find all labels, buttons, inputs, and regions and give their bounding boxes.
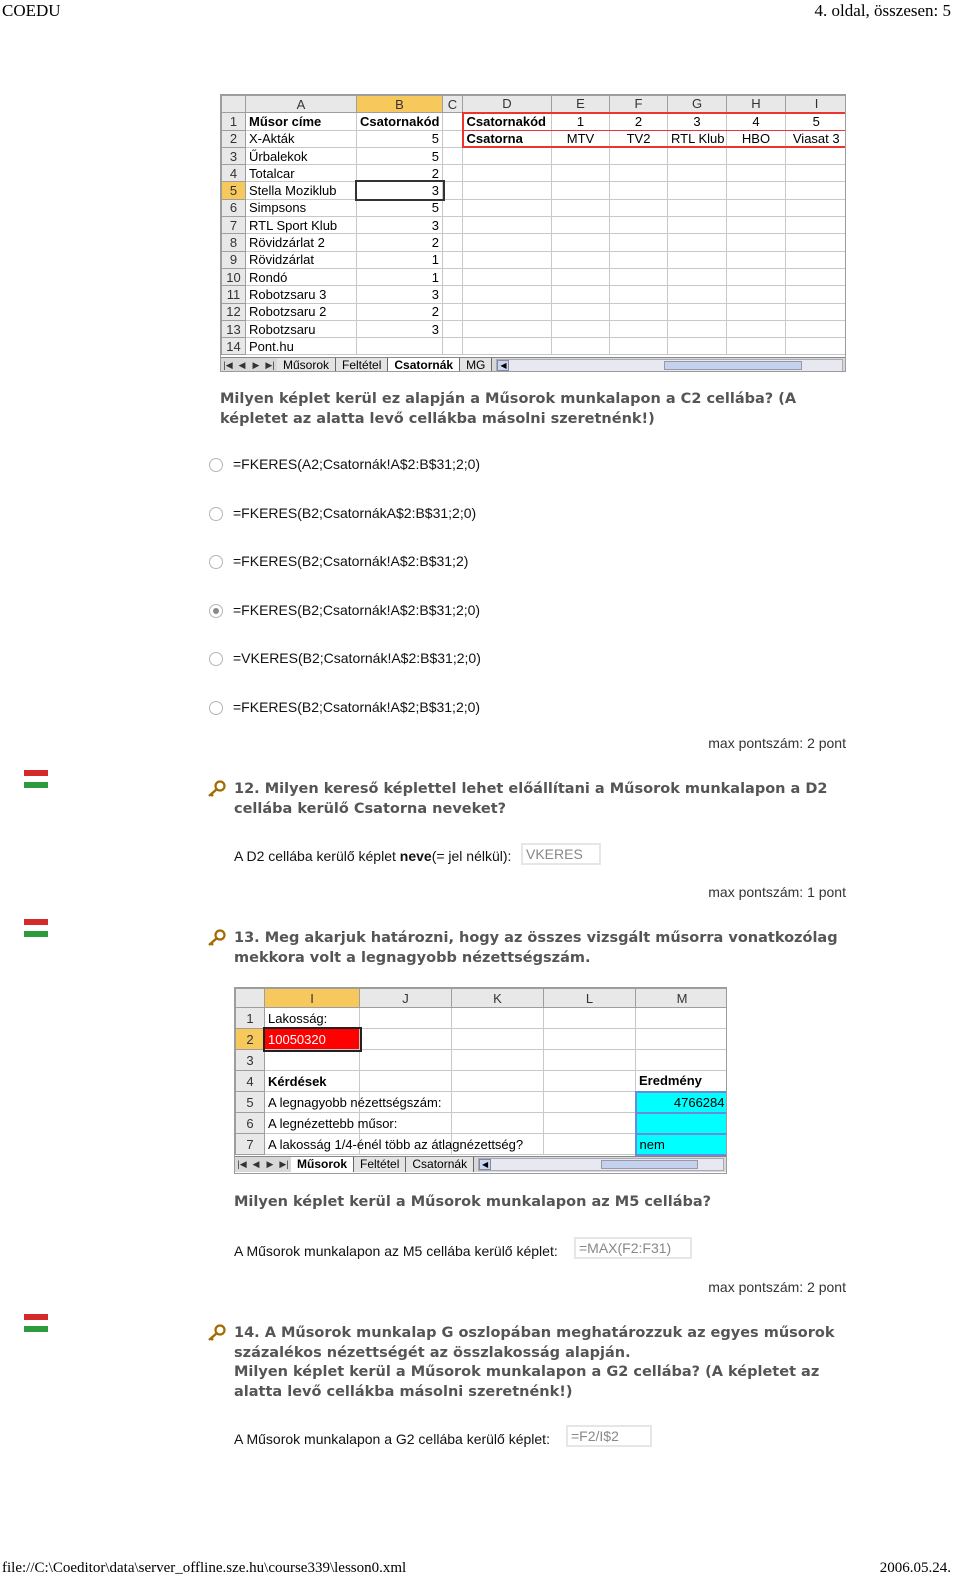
cell-f <box>610 182 668 199</box>
cell-d <box>463 286 552 303</box>
cell-m <box>636 1029 728 1050</box>
cell-g <box>668 165 727 182</box>
first-sheet-icon[interactable]: |◀ <box>237 1159 247 1169</box>
cell-a: Robotzsaru 3 <box>246 286 357 303</box>
cell-f <box>610 320 668 337</box>
option-label: =FKERES(B2;Csatornák!A$2;B$31;2;0) <box>233 698 481 715</box>
cell-d: Csatornakód <box>463 113 552 130</box>
row-header: 13 <box>222 320 246 337</box>
col-header: C <box>443 96 463 113</box>
question-11-text: Milyen képlet kerül ez alapján a Műsorok munkalapon a C2 cellába? (A képletet az alatta levő cellákba másolni szeretnénk!) <box>220 391 797 427</box>
spreadsheet-screenshot-musorok <box>234 987 727 1174</box>
cell-c <box>443 251 463 268</box>
sheet-tab[interactable]: MG <box>460 358 492 372</box>
horizontal-scrollbar[interactable] <box>496 359 843 372</box>
cell-d <box>463 217 552 234</box>
prev-sheet-icon[interactable]: ◀ <box>252 1159 260 1169</box>
cell-j <box>360 1008 452 1029</box>
key-icon <box>206 780 226 803</box>
max-points: max pontszám: 2 pont <box>708 1279 846 1295</box>
prev-sheet-icon[interactable]: ◀ <box>238 360 246 370</box>
col-header: G <box>668 96 727 113</box>
cell-g <box>668 268 727 285</box>
option-label: =FKERES(B2;CsatornákA$2:B$31;2;0) <box>233 504 477 521</box>
row-header: 6 <box>236 1113 265 1134</box>
col-header: F <box>610 96 668 113</box>
sheet-tab-bar <box>221 357 846 372</box>
option-label: =FKERES(B2;Csatornák!A$2:B$31;2) <box>233 553 469 569</box>
cell-i: Lakosság: <box>265 1008 360 1029</box>
cell-i <box>786 234 847 251</box>
row-header: 4 <box>222 165 246 182</box>
first-sheet-icon[interactable]: |◀ <box>223 360 233 370</box>
cell-e <box>552 338 610 355</box>
cell-c <box>443 338 463 355</box>
cell-e <box>552 182 610 199</box>
cell-b: 1 <box>357 268 443 285</box>
cell-b: 3 <box>357 217 443 234</box>
cell-d <box>463 165 552 182</box>
cell-e <box>552 303 610 320</box>
cell-g: RTL Klub <box>668 130 727 147</box>
header-right: 4. oldal, összesen: 5 <box>814 1 951 20</box>
key-icon <box>206 1324 226 1347</box>
horizontal-scrollbar[interactable] <box>478 1158 724 1171</box>
max-points: max pontszám: 2 pont <box>708 735 846 751</box>
cell-g <box>668 147 727 164</box>
spreadsheet-screenshot-csatornak <box>220 94 846 372</box>
row-header: 10 <box>222 268 246 285</box>
col-header: L <box>544 989 636 1008</box>
cell-a: Űrbalekok <box>246 147 357 164</box>
cell-e: MTV <box>552 130 610 147</box>
cell-b: 3 <box>357 182 443 199</box>
cell-d <box>463 303 552 320</box>
col-header: A <box>246 96 357 113</box>
cell-e <box>552 234 610 251</box>
next-sheet-icon[interactable]: ▶ <box>252 360 260 370</box>
cell-k <box>452 1113 544 1134</box>
cell-a: Robotzsaru <box>246 320 357 337</box>
cell-i: A legnézettebb műsor: <box>265 1113 360 1134</box>
answer-label: A Műsorok munkalapon a G2 cellába kerülő képlet: <box>234 1431 550 1447</box>
radio-button[interactable] <box>209 507 223 521</box>
scroll-left-icon[interactable]: ◀ <box>497 360 509 371</box>
cell-b: 3 <box>357 286 443 303</box>
cell-l <box>544 1050 636 1071</box>
cell-b: Csatornakód <box>357 113 443 130</box>
col-header: I <box>265 989 360 1008</box>
cell-c <box>443 165 463 182</box>
cell-b: 5 <box>357 199 443 216</box>
cell-i <box>786 165 847 182</box>
cell-i <box>265 1050 360 1071</box>
row-header: 3 <box>222 147 246 164</box>
cell-i <box>786 303 847 320</box>
cell-h <box>727 199 786 216</box>
cell-b: 2 <box>357 165 443 182</box>
cell-i <box>786 182 847 199</box>
cell-i <box>786 199 847 216</box>
cell-a: Pont.hu <box>246 338 357 355</box>
radio-button[interactable] <box>209 604 223 618</box>
row-header: 7 <box>236 1134 265 1155</box>
max-points: max pontszám: 1 pont <box>708 884 846 900</box>
cell-h <box>727 147 786 164</box>
cell-i <box>786 147 847 164</box>
hungarian-flag-icon <box>24 919 48 937</box>
row-header: 2 <box>236 1029 265 1050</box>
option-label: =FKERES(B2;Csatornák!A$2:B$31;2;0) <box>233 601 481 618</box>
cell-g <box>668 338 727 355</box>
scroll-thumb[interactable] <box>664 361 802 370</box>
cell-h: HBO <box>727 130 786 147</box>
cell-d <box>463 147 552 164</box>
cell-l <box>544 1134 636 1155</box>
cell-i <box>786 217 847 234</box>
col-header: J <box>360 989 452 1008</box>
cell-i <box>786 338 847 355</box>
row-header: 12 <box>222 303 246 320</box>
cell-l <box>544 1092 636 1113</box>
hungarian-flag-icon <box>24 770 48 788</box>
cell-a: Rondó <box>246 268 357 285</box>
cell-i: 5 <box>786 113 847 130</box>
sheet-tab[interactable]: Feltétel <box>354 1157 406 1172</box>
next-sheet-icon[interactable]: ▶ <box>266 1159 274 1169</box>
cell-f <box>610 303 668 320</box>
sheet-tab[interactable]: Műsorok <box>277 358 336 372</box>
cell-d <box>463 320 552 337</box>
cell-f <box>610 147 668 164</box>
cell-i: Kérdések <box>265 1071 360 1092</box>
cell-a: Totalcar <box>246 165 357 182</box>
cell-c <box>443 217 463 234</box>
cell-m <box>636 1008 728 1029</box>
col-header: D <box>463 96 552 113</box>
row-header: 2 <box>222 130 246 147</box>
cell-k <box>452 1092 544 1113</box>
cell-f <box>610 234 668 251</box>
cell-j <box>360 1029 452 1050</box>
cell-e: 1 <box>552 113 610 130</box>
header-left: COEDU <box>2 1 61 20</box>
question-13-subquestion: Milyen képlet kerül a Műsorok munkalapon az M5 cellába? <box>234 1194 712 1210</box>
answer-label: A D2 cellába kerülő képlet neve(= jel nélkül): <box>234 848 512 864</box>
cell-a: RTL Sport Klub <box>246 217 357 234</box>
cell-g <box>668 320 727 337</box>
cell-g <box>668 217 727 234</box>
cell-d <box>463 338 552 355</box>
radio-button[interactable] <box>209 555 223 569</box>
cell-b: 2 <box>357 234 443 251</box>
cell-e <box>552 199 610 216</box>
col-header: E <box>552 96 610 113</box>
col-header: H <box>727 96 786 113</box>
question-13-title: 13. Meg akarjuk határozni, hogy az összes vizsgált műsorra vonatkozólag mekkora volt a legnagyobb nézettségszám. <box>234 930 838 966</box>
cell-h <box>727 234 786 251</box>
row-header: 11 <box>222 286 246 303</box>
cell-d <box>463 199 552 216</box>
footer-right: 2006.05.24. <box>879 1560 951 1576</box>
cell-e <box>552 251 610 268</box>
cell-c <box>443 268 463 285</box>
cell-j <box>360 1071 452 1092</box>
radio-button[interactable] <box>209 652 223 666</box>
cell-h <box>727 182 786 199</box>
cell-h <box>727 286 786 303</box>
cell-j <box>360 1050 452 1071</box>
cell-f: TV2 <box>610 130 668 147</box>
cell-h <box>727 165 786 182</box>
col-header: B <box>357 96 443 113</box>
cell-d <box>463 251 552 268</box>
last-sheet-icon[interactable]: ▶| <box>265 360 275 370</box>
option-label: =VKERES(B2;Csatornák!A$2:B$31;2;0) <box>233 650 481 666</box>
cell-b: 5 <box>357 130 443 147</box>
cell-i: A legnagyobb nézettségszám: <box>265 1092 360 1113</box>
cell-e <box>552 286 610 303</box>
row-header: 1 <box>222 113 246 130</box>
cell-i <box>786 320 847 337</box>
row-header: 6 <box>222 199 246 216</box>
question-14-title: 14. A Műsorok munkalap G oszlopában meghatározzuk az egyes műsorok százalékos nézettségét az összlakosság alapján. Milyen képlet kerül a Műsorok munkalapon a G2 cellába? (A képletet az alatta levő cellákba másolni szeretnénk!) <box>234 1325 835 1400</box>
cell-c <box>443 303 463 320</box>
cell-b: 3 <box>357 320 443 337</box>
cell-l <box>544 1008 636 1029</box>
cell-h: 4 <box>727 113 786 130</box>
cell-e <box>552 320 610 337</box>
last-sheet-icon[interactable]: ▶| <box>279 1159 289 1169</box>
cell-d <box>463 234 552 251</box>
sheet-tab-bar <box>235 1156 727 1172</box>
cell-k <box>452 1008 544 1029</box>
footer-left: file://C:\Coeditor\data\server_offline.sze.hu\course339\lesson0.xml <box>2 1560 407 1576</box>
cell-h <box>727 320 786 337</box>
cell-m <box>636 1113 728 1134</box>
cell-i <box>786 286 847 303</box>
cell-a: Rövidzárlat <box>246 251 357 268</box>
cell-a: Rövidzárlat 2 <box>246 234 357 251</box>
cell-e <box>552 268 610 285</box>
cell-e <box>552 147 610 164</box>
cell-c <box>443 113 463 130</box>
cell-f <box>610 217 668 234</box>
answer-input[interactable]: =MAX(F2:F31) <box>574 1237 692 1259</box>
cell-c <box>443 130 463 147</box>
cell-i: 10050320 <box>265 1029 360 1050</box>
cell-l <box>544 1071 636 1092</box>
cell-e <box>552 217 610 234</box>
cell-g <box>668 303 727 320</box>
radio-button[interactable] <box>209 458 223 472</box>
cell-m: nem <box>636 1134 728 1155</box>
cell-f <box>610 251 668 268</box>
cell-b: 5 <box>357 147 443 164</box>
cell-h <box>727 251 786 268</box>
row-header: 3 <box>236 1050 265 1071</box>
cell-f: 2 <box>610 113 668 130</box>
sheet-tab-active[interactable]: Műsorok <box>291 1157 354 1172</box>
cell-g <box>668 251 727 268</box>
cell-k <box>452 1050 544 1071</box>
cell-a: Műsor címe <box>246 113 357 130</box>
cell-c <box>443 182 463 199</box>
cell-l <box>544 1113 636 1134</box>
row-header: 9 <box>222 251 246 268</box>
scroll-left-icon[interactable]: ◀ <box>479 1159 491 1170</box>
cell-i: A lakosság 1/4-énél több az átlagnézettség? <box>265 1134 360 1155</box>
question-12-title: 12. Milyen kereső képlettel lehet előállítani a Műsorok munkalapon a D2 cellába kerülő Csatorna neveket? <box>234 781 828 817</box>
cell-a: Stella Moziklub <box>246 182 357 199</box>
cell-e <box>552 165 610 182</box>
answer-label: A Műsorok munkalapon az M5 cellába kerülő képlet: <box>234 1243 558 1259</box>
cell-a: X-Akták <box>246 130 357 147</box>
cell-k <box>452 1029 544 1050</box>
cell-c <box>443 286 463 303</box>
option-label: =FKERES(A2;Csatornák!A$2:B$31;2;0) <box>233 456 481 472</box>
radio-button[interactable] <box>209 701 223 715</box>
col-header: K <box>452 989 544 1008</box>
cell-i: Viasat 3 <box>786 130 847 147</box>
cell-g <box>668 286 727 303</box>
cell-m <box>636 1050 728 1071</box>
sheet-tab[interactable]: Csatornák <box>406 1157 474 1172</box>
cell-h <box>727 303 786 320</box>
answer-input[interactable]: VKERES <box>521 843 601 865</box>
row-header: 7 <box>222 217 246 234</box>
cell-c <box>443 199 463 216</box>
cell-f <box>610 268 668 285</box>
cell-l <box>544 1029 636 1050</box>
cell-f <box>610 286 668 303</box>
key-icon <box>206 929 226 952</box>
col-header: I <box>786 96 847 113</box>
cell-b: 2 <box>357 303 443 320</box>
cell-i <box>786 268 847 285</box>
col-header: M <box>636 989 728 1008</box>
row-header: 5 <box>236 1092 265 1113</box>
cell-g <box>668 234 727 251</box>
cell-b: 1 <box>357 251 443 268</box>
row-header: 1 <box>236 1008 265 1029</box>
cell-h <box>727 268 786 285</box>
cell-c <box>443 147 463 164</box>
row-header: 4 <box>236 1071 265 1092</box>
cell-c <box>443 320 463 337</box>
cell-i <box>786 251 847 268</box>
cell-a: Simpsons <box>246 199 357 216</box>
cell-c <box>443 234 463 251</box>
sheet-tab-active[interactable]: Csatornák <box>388 358 460 372</box>
hungarian-flag-icon <box>24 1314 48 1332</box>
cell-m: Eredmény <box>636 1071 728 1092</box>
cell-d <box>463 182 552 199</box>
cell-b <box>357 338 443 355</box>
row-header: 14 <box>222 338 246 355</box>
cell-g: 3 <box>668 113 727 130</box>
cell-a: Robotzsaru 2 <box>246 303 357 320</box>
cell-d <box>463 268 552 285</box>
cell-f <box>610 199 668 216</box>
cell-h <box>727 217 786 234</box>
cell-f <box>610 338 668 355</box>
cell-m: 4766284 <box>636 1092 728 1113</box>
scroll-thumb[interactable] <box>601 1160 699 1169</box>
sheet-tab[interactable]: Feltétel <box>336 358 388 372</box>
answer-input[interactable]: =F2/I$2 <box>566 1425 652 1447</box>
cell-d: Csatorna <box>463 130 552 147</box>
cell-g <box>668 199 727 216</box>
row-header: 5 <box>222 182 246 199</box>
cell-h <box>727 338 786 355</box>
cell-f <box>610 165 668 182</box>
row-header: 8 <box>222 234 246 251</box>
cell-g <box>668 182 727 199</box>
cell-k <box>452 1071 544 1092</box>
